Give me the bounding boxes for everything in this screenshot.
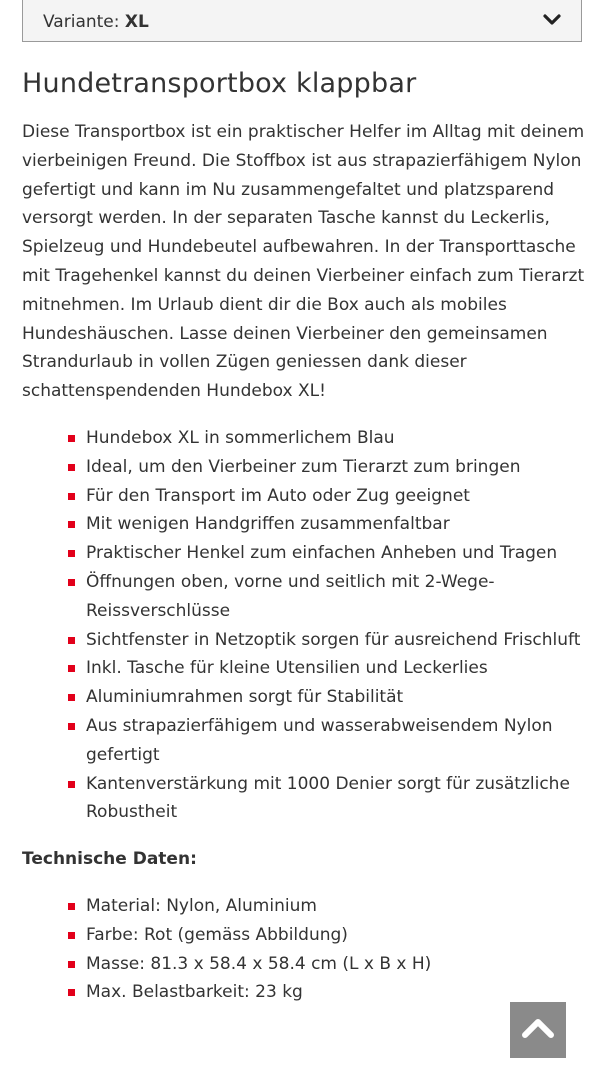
variant-label-group [43, 0, 149, 32]
feature-item: Öffnungen oben, vorne und seitlich mit 2-Wege-Reissverschlüsse [68, 568, 587, 626]
feature-item: Hundebox XL in sommerlichem Blau [68, 424, 587, 453]
tech-spec-item: Material: Nylon, Aluminium [68, 892, 587, 921]
product-description: Diese Transportbox ist ein praktischer Helfer im Alltag mit deinem vierbeinigen Freund. Die Stoffbox ist aus strapazierfähigem Nylon gefertigt und kann im Nu zusammengefaltet und platzsparend versorgt werden. In der separaten Tasche kannst du Leckerlis, Spielzeug und Hundebeutel aufbewahren. In der Transporttasche mit Tragehenkel kannst du deinen Vierbeiner einfach zum Tierarzt mitnehmen. Im Urlaub dient dir die Box auch als mobiles Hundeshäuschen. Lasse deinen Vierbeiner den gemeinsamen Strandurlaub in vollen Zügen geniessen dank dieser schattenspendenden Hundebox XL! [22, 122, 585, 402]
chevron-up-icon [521, 1016, 555, 1044]
feature-list [22, 424, 587, 827]
feature-item: Inkl. Tasche für kleine Utensilien und Leckerlies [68, 654, 587, 683]
product-title: Hundetransportbox klappbar [22, 68, 417, 99]
feature-item: Mit wenigen Handgriffen zusammenfaltbar [68, 510, 587, 539]
variant-value: XL [124, 11, 149, 32]
feature-item: Aus strapazierfähigem und wasserabweisendem Nylon gefertigt [68, 712, 587, 770]
chevron-down-icon[interactable] [543, 0, 561, 30]
feature-item: Sichtfenster in Netzoptik sorgen für ausreichend Frischluft [68, 626, 587, 655]
variant-label: Variante: [43, 11, 120, 32]
feature-item: Ideal, um den Vierbeiner zum Tierarzt zum bringen [68, 453, 587, 482]
feature-item: Praktischer Henkel zum einfachen Anheben und Tragen [68, 539, 587, 568]
tech-spec-item: Max. Belastbarkeit: 23 kg [68, 978, 587, 1007]
scroll-to-top-button[interactable] [510, 1002, 566, 1058]
feature-item: Für den Transport im Auto oder Zug geeignet [68, 482, 587, 511]
variant-select[interactable] [22, 0, 582, 42]
tech-specs-title: Technische Daten: [22, 849, 197, 870]
feature-item: Aluminiumrahmen sorgt für Stabilität [68, 683, 587, 712]
tech-spec-item: Farbe: Rot (gemäss Abbildung) [68, 921, 587, 950]
tech-spec-item: Masse: 81.3 x 58.4 x 58.4 cm (L x B x H) [68, 950, 587, 979]
feature-item: Kantenverstärkung mit 1000 Denier sorgt für zusätzliche Robustheit [68, 770, 587, 828]
product-content [22, 64, 587, 1007]
tech-specs-list [22, 892, 587, 1007]
